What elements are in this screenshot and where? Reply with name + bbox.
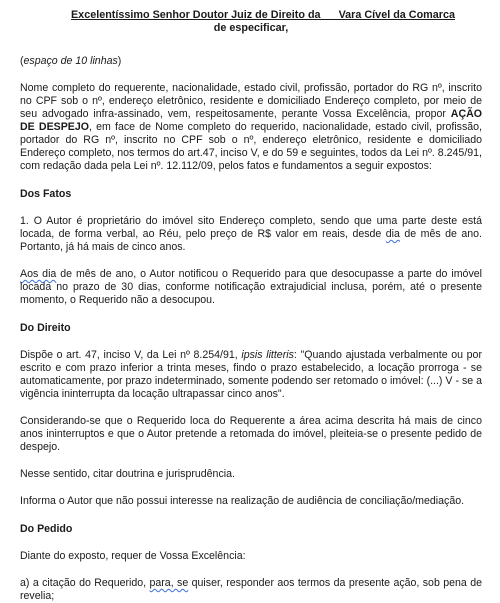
fatos-paragraph-1: [20, 215, 482, 254]
direito-paragraph-1: [20, 349, 482, 401]
intro-part-2: , em face de Nome completo do requerido, nacionalidade, estado civil, profissão, portador do RG nº, inscrito no CPF sob o nº, endereço eletrônico, residente e domiciliado Endereço completo, nos termos do art.47, inciso V, e do 59 e seguintes, todos da Lei nº. 8.245/91, com redação dada pela Lei nº. 12.112/09, pelos fatos e fundamentos a seguir expostos:: [20, 121, 482, 172]
direito-paragraph-2: Considerando-se que o Requerido loca do Requerente a área acima descrita há mais de cinco anos ininterruptos e que o Autor pretende a retomada do imóvel, pleiteia-se o presente pedido de despejo.: [20, 415, 482, 453]
pedido-p2-b: quiser, responder aos termos da presente ação, sob pena de revelia;: [20, 577, 483, 602]
direito-paragraph-4: Informa o Autor que não possui interesse na realização de audiência de conciliação/mediação.: [20, 495, 465, 507]
direito-p1-b: : "Quando ajustada verbalmente ou por escrito e com prazo inferior a trinta meses, findo o prazo estabelecido, a locação prorroga - se automaticamente, por prazo indeterminado, somente podendo ser retomado o imóvel: (...) V - se a vigência ininterrupta da locação ultrapassar cinco anos".: [20, 349, 482, 400]
spellcheck-word-dia: dia: [385, 228, 400, 240]
heading-pedido: Do Pedido: [20, 523, 73, 535]
heading-fatos: Dos Fatos: [20, 188, 72, 200]
direito-p1-italic: ipsis litteris: [241, 349, 294, 361]
pedido-paragraph-2: [20, 577, 482, 603]
pedido-paragraph-1: Diante do exposto, requer de Vossa Excelência:: [20, 550, 246, 562]
direito-paragraph-3: Nesse sentido, citar doutrina e jurisprudência.: [20, 468, 235, 480]
spellcheck-word-aos-dia: Aos dia: [20, 268, 57, 280]
fatos-p2-rest: de mês de ano, o Autor notificou o Requerido para que desocupasse a parte do imóvel locada no prazo de 30 dias, conforme notificação extrajudicial inclusa, porém, até o presente momento, o Requerido não a desocupou.: [20, 268, 482, 306]
spellcheck-word-para-se: para, se: [149, 577, 189, 589]
title-line-1: Excelentíssimo Senhor Doutor Juiz de Direito da __ Vara Cível da Comarca: [70, 9, 456, 21]
document-body: [20, 0, 482, 603]
action-title: AÇÃO DE DESPEJO: [20, 108, 482, 133]
pedido-p2-a: a) a citação do Requerido,: [20, 577, 150, 589]
spacing-note: (espaço de 10 linhas): [20, 55, 122, 67]
document-title: [20, 9, 482, 35]
intro-paragraph: [20, 82, 482, 173]
fatos-p1-b: de mês de ano. Portanto, já há mais de cinco anos.: [20, 228, 482, 253]
heading-direito: Do Direito: [20, 322, 71, 334]
spacing-note-text: espaço de 10 linhas: [23, 55, 118, 67]
intro-part-1: Nome completo do requerente, nacionalidade, estado civil, profissão, portador do RG nº, inscrito no CPF sob o nº, endereço eletrônico, residente e domiciliado Endereço completo, por meio de seu advogado infra-assinado, vem, respeitosamente, perante Vossa Excelência, propor: [20, 82, 482, 120]
fatos-paragraph-2: [20, 268, 482, 307]
title-line-2: de especificar,: [213, 22, 289, 34]
direito-p1-a: Dispõe o art. 47, inciso V, da Lei nº 8.254/91,: [20, 349, 242, 361]
fatos-p1-a: 1. O Autor é proprietário do imóvel sito Endereço completo, sendo que uma parte deste está locada, de forma verbal, ao Réu, pelo preço de R$ valor em reais, desde: [20, 215, 482, 240]
